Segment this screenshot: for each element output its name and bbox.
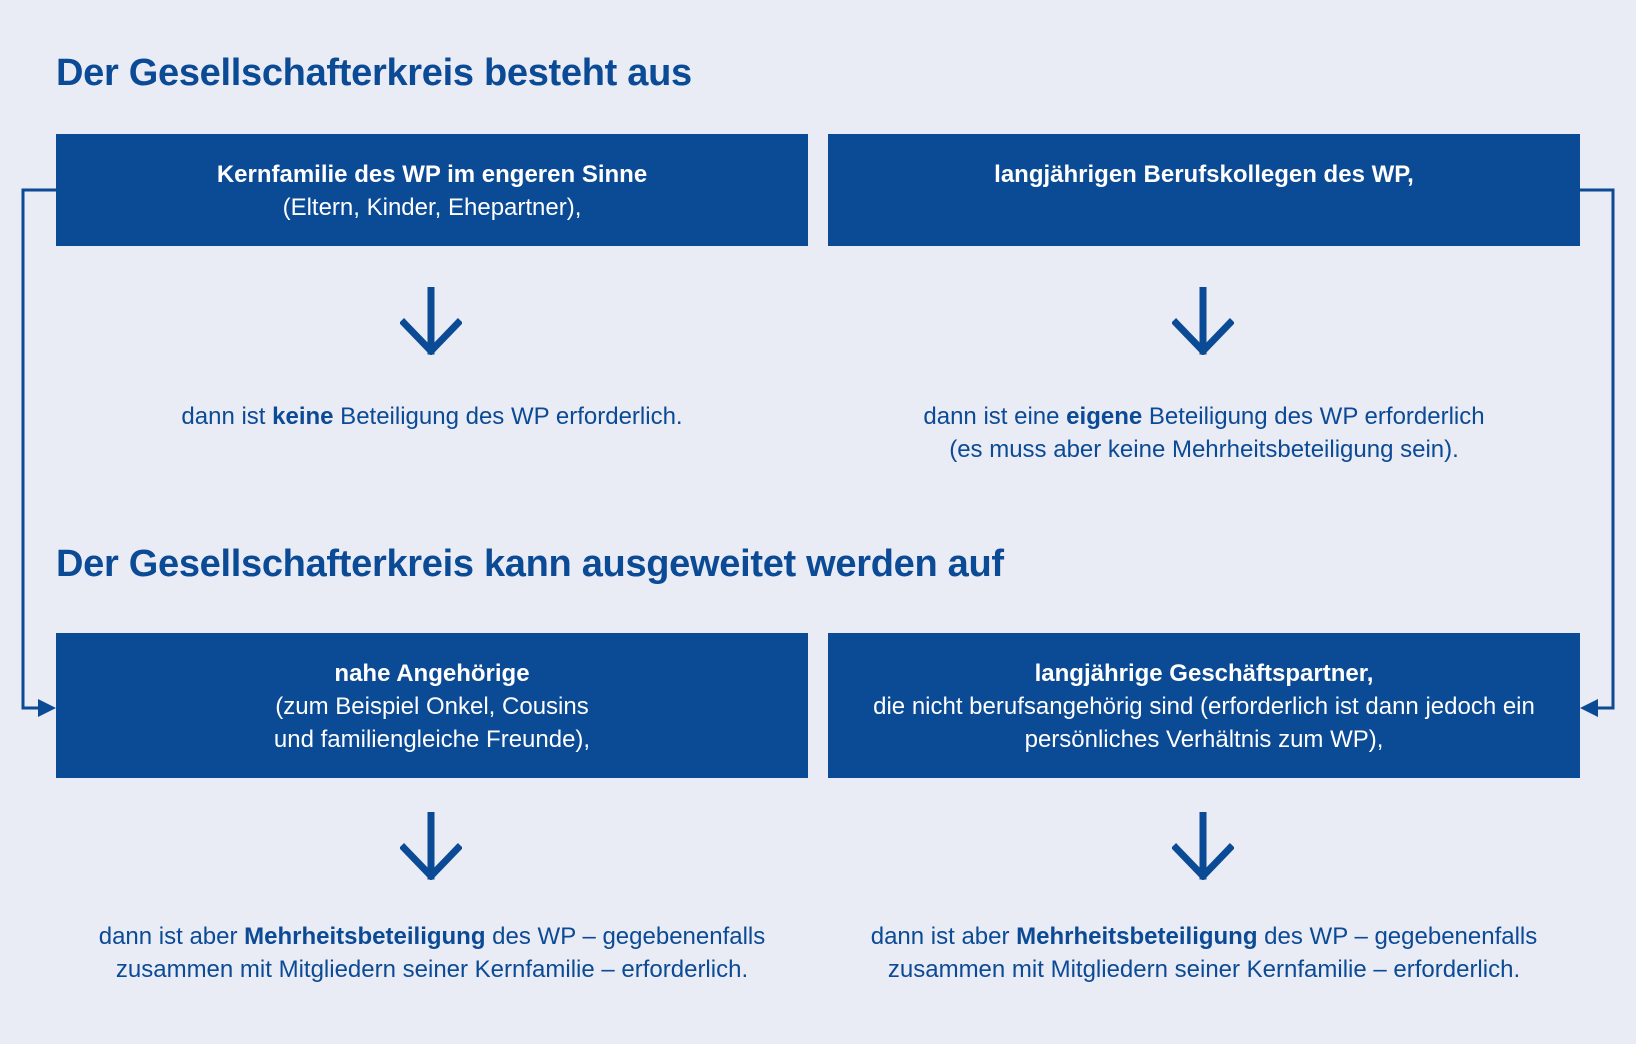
arrow-down-icon bbox=[400, 287, 462, 355]
box-nahe-angehoerige-title: nahe Angehörige bbox=[334, 660, 530, 687]
box-nahe-angehoerige-sub-2: und familiengleiche Freunde), bbox=[273, 726, 591, 753]
arrow-down-icon bbox=[400, 812, 462, 880]
result-line: (es muss aber keine Mehrheitsbeteiligung sein). bbox=[949, 436, 1459, 463]
result-line: dann ist aber Mehrheitsbeteiligung des WP – gegebenenfalls bbox=[98, 923, 766, 950]
result-line: dann ist eine eigene Beteiligung des WP erforderlich bbox=[923, 403, 1485, 430]
right-connector-arrowhead-icon bbox=[1580, 699, 1598, 717]
box-kernfamilie-title: Kernfamilie des WP im engeren Sinne bbox=[216, 161, 648, 188]
result-line: dann ist aber Mehrheitsbeteiligung des WP – gegebenenfalls bbox=[870, 923, 1538, 950]
result-line: zusammen mit Mitgliedern seiner Kernfamilie – erforderlich. bbox=[115, 956, 749, 983]
box-geschaeftspartner bbox=[828, 633, 1580, 778]
heading-bottom: Der Gesellschafterkreis kann ausgeweitet werden auf bbox=[56, 543, 1004, 585]
box-geschaeftspartner-sub-1: die nicht berufsangehörig sind (erforderlich ist dann jedoch ein bbox=[873, 693, 1535, 720]
box-kernfamilie bbox=[56, 134, 808, 246]
left-connector-arrowhead-icon bbox=[38, 699, 56, 717]
box-berufskollegen bbox=[828, 134, 1580, 246]
result-eigene-beteiligung bbox=[824, 400, 1584, 466]
right-connector-line bbox=[1580, 190, 1613, 708]
arrow-down-icon bbox=[1172, 812, 1234, 880]
arrow-down-icon bbox=[1172, 287, 1234, 355]
result-line: dann ist keine Beteiligung des WP erforderlich. bbox=[181, 403, 683, 430]
box-berufskollegen-title: langjährigen Berufskollegen des WP, bbox=[994, 161, 1414, 188]
box-nahe-angehoerige-sub-1: (zum Beispiel Onkel, Cousins bbox=[275, 693, 589, 720]
left-connector-line bbox=[23, 190, 56, 708]
box-kernfamilie-sub: (Eltern, Kinder, Ehepartner), bbox=[282, 194, 582, 221]
result-mehrheitsbeteiligung-left bbox=[52, 920, 812, 986]
box-geschaeftspartner-sub-2: persönliches Verhältnis zum WP), bbox=[1024, 726, 1384, 753]
result-line: zusammen mit Mitgliedern seiner Kernfamilie – erforderlich. bbox=[887, 956, 1521, 983]
box-geschaeftspartner-title: langjährige Geschäftspartner, bbox=[1034, 660, 1374, 687]
box-nahe-angehoerige bbox=[56, 633, 808, 778]
result-keine-beteiligung bbox=[52, 400, 812, 433]
result-mehrheitsbeteiligung-right bbox=[824, 920, 1584, 986]
heading-top: Der Gesellschafterkreis besteht aus bbox=[56, 52, 692, 94]
